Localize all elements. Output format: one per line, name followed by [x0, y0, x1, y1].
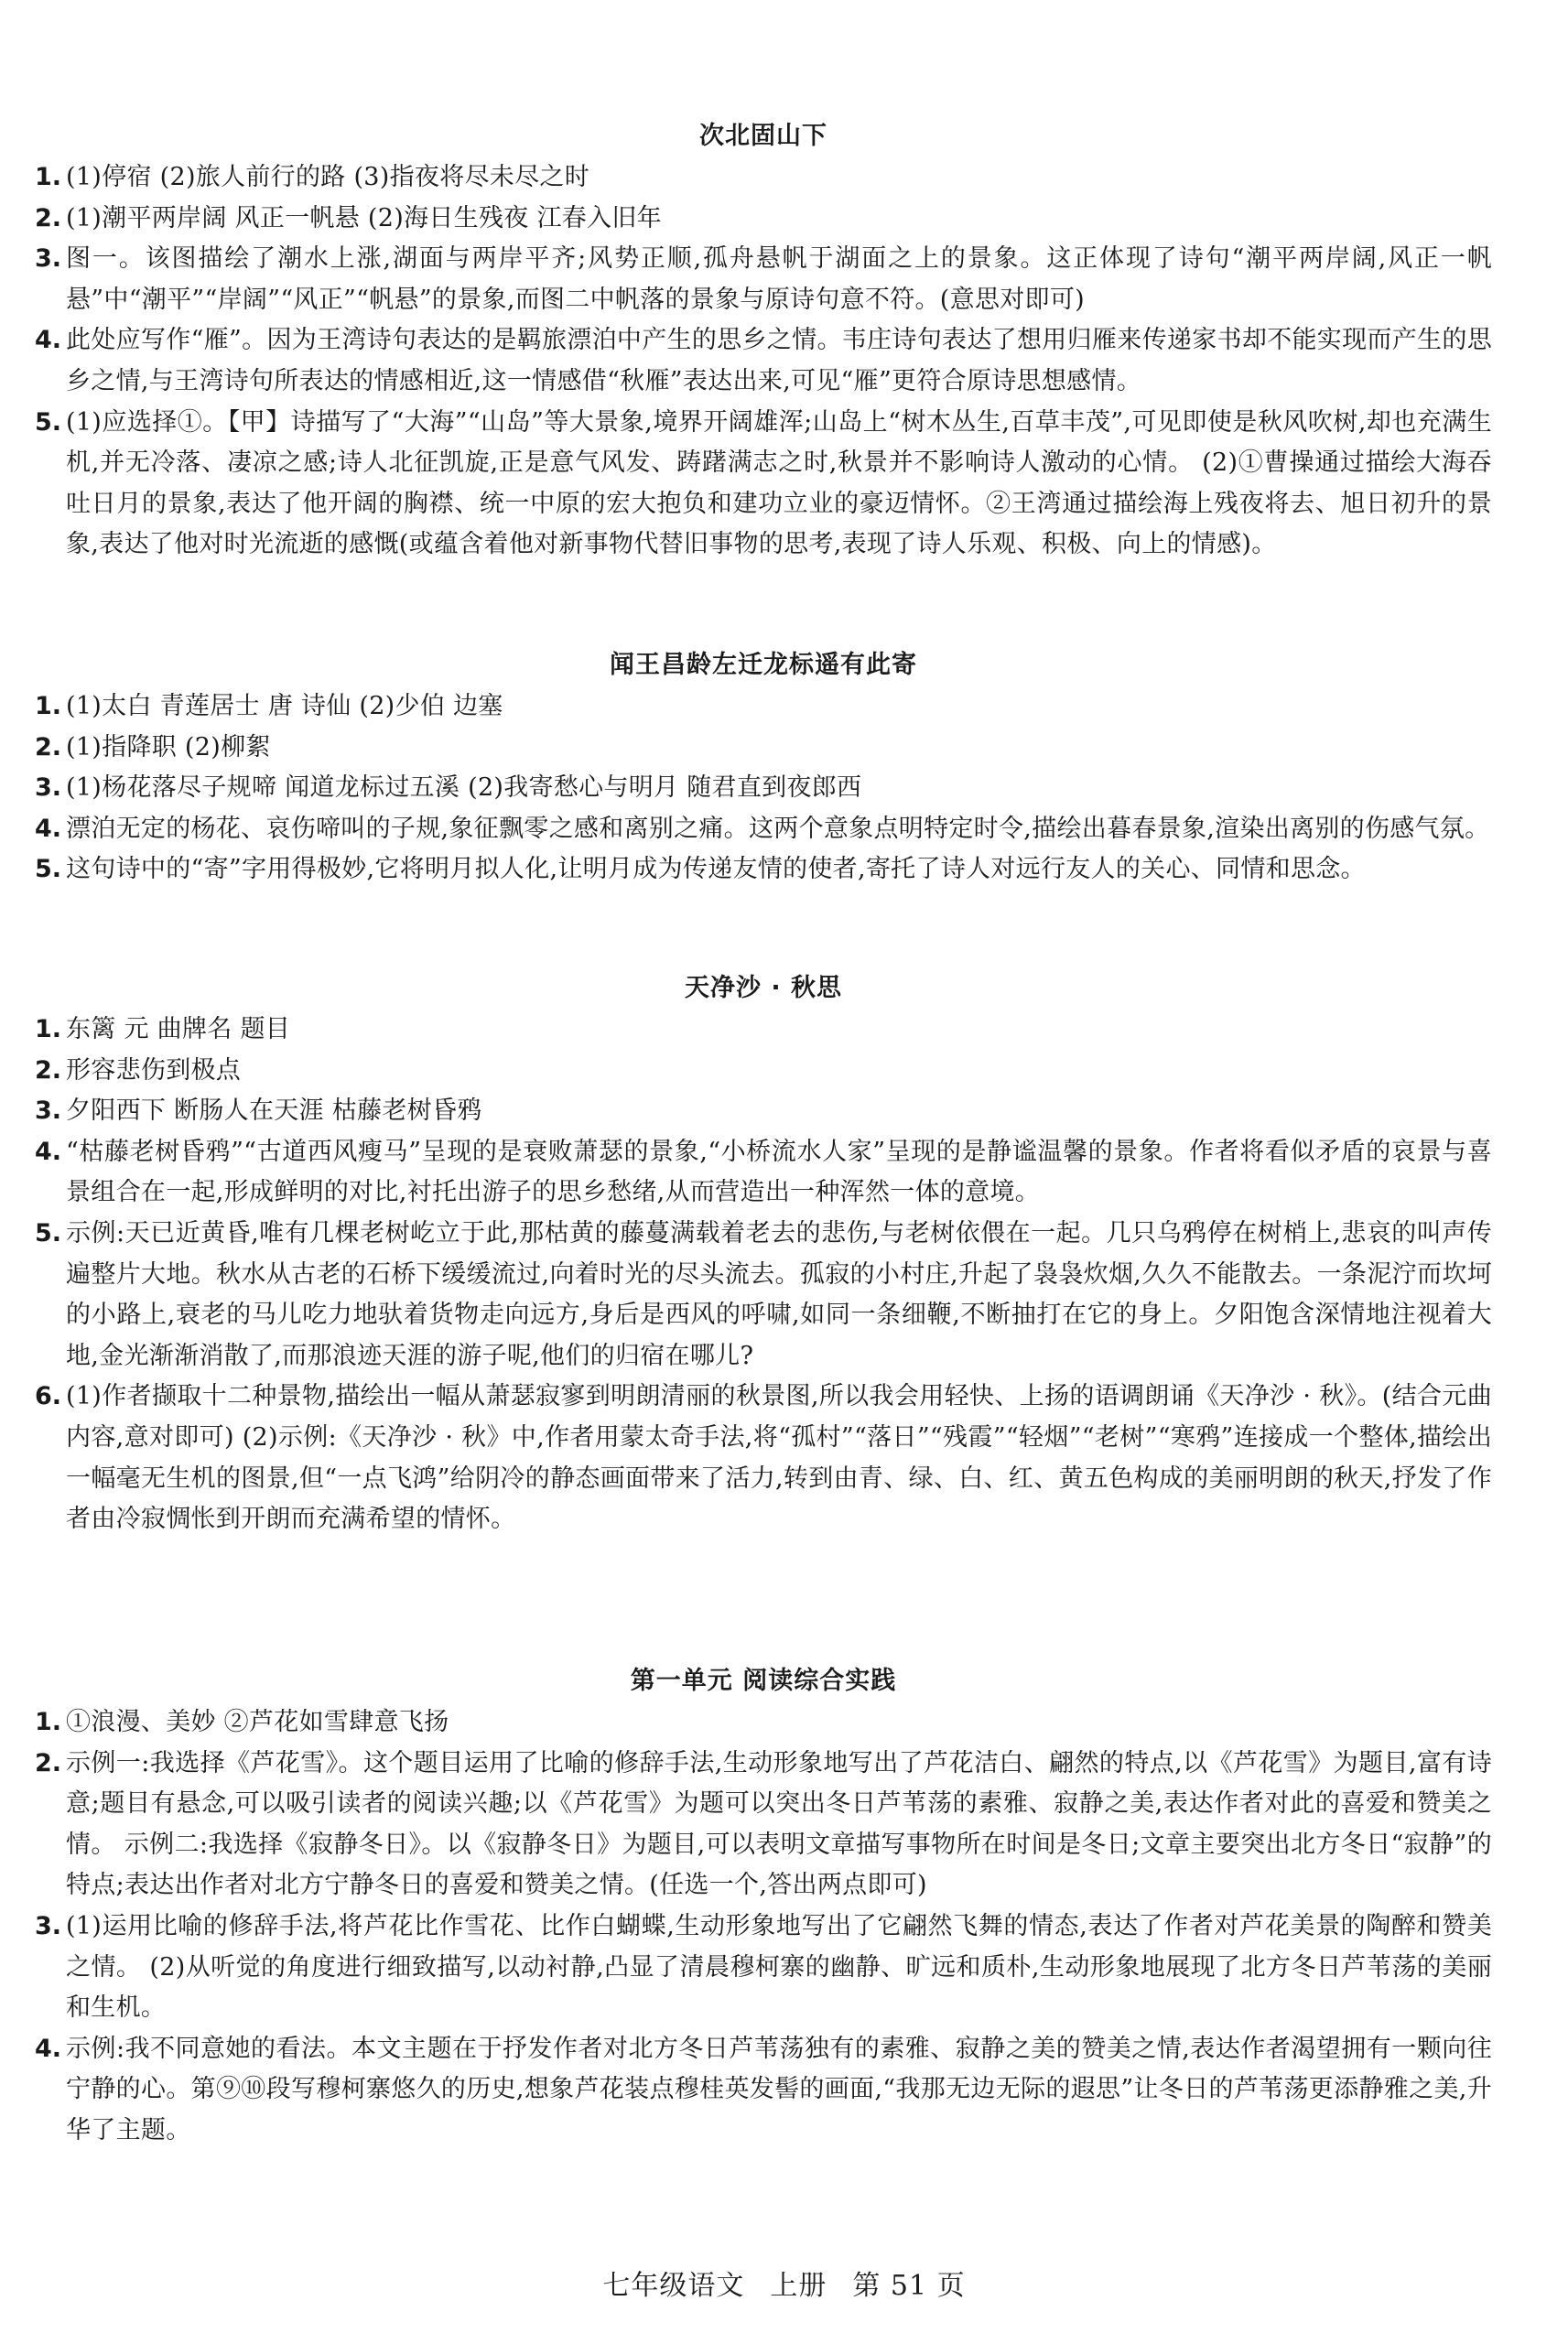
- item-text: (1)应选择①。【甲】诗描写了“大海”“山岛”等大景象,境界开阔雄浑;山岛上“树木丛生,百草丰茂”,可见即使是秋风吹树,却也充满生机,并无冷落、凄凉之感;诗人北征凯旋,正是意气风发、踌躇满志之时,秋景并不影响诗人激动的心情。 (2)①曹操通过描绘大海吞吐日月的景象,表达了他开阔的胸襟、统一中原的宏大抱负和建功立业的豪迈情怀。②王湾通过描绘海上残夜将去、旭日初升的景象,表达了他对时光流逝的感慨(或蕴含着他对新事物代替旧事物的思考,表现了诗人乐观、积极、向上的情感)。: [66, 407, 1492, 559]
- item-number: 1.: [35, 1015, 62, 1043]
- answer-item: [35, 686, 1492, 728]
- item-text: 图一。该图描绘了潮水上涨,湖面与两岸平齐;风势正顺,孤舟悬帆于湖面之上的景象。这正体现了诗句“潮平两岸阔,风正一帆悬”中“潮平”“岸阔”“风正”“帆悬”的景象,而图二中帆落的景象与原诗句意不符。(意思对即可): [66, 244, 1492, 314]
- answer-item: [35, 1214, 1492, 1377]
- section-3: [35, 967, 1492, 1540]
- item-number: 2.: [35, 732, 62, 762]
- section-4: [35, 1660, 1492, 2152]
- item-number: 3.: [35, 1911, 62, 1940]
- answer-item: [35, 1091, 1492, 1132]
- item-number: 1.: [35, 1708, 62, 1736]
- section-title: 第一单元 阅读综合实践: [630, 1667, 897, 1695]
- item-number: 5.: [35, 407, 62, 437]
- section-title: 闻王昌龄左迁龙标遥有此寄: [610, 651, 917, 679]
- item-number: 1.: [35, 163, 62, 191]
- item-text: “枯藤老树昏鸦”“古道西风瘦马”呈现的是衰败萧瑟的景象,“小桥流水人家”呈现的是静谧温馨的景象。作者将看似矛盾的哀景与喜景组合在一起,形成鲜明的对比,衬托出游子的思乡愁绪,从而营造出一种浑然一体的意境。: [66, 1137, 1492, 1207]
- footer-page-number: 第 51 页: [852, 2270, 966, 2302]
- answer-item: [35, 768, 1492, 809]
- answer-item: [35, 2029, 1492, 2152]
- item-number: 4.: [35, 2034, 62, 2063]
- item-number: 2.: [35, 1748, 62, 1777]
- item-text: (1)停宿 (2)旅人前行的路 (3)指夜将尽未尽之时: [66, 163, 590, 191]
- item-number: 4.: [35, 1137, 62, 1166]
- item-text: (1)作者撷取十二种景物,描绘出一幅从萧瑟寂寥到明朗清丽的秋景图,所以我会用轻快、上扬的语调朗诵《天净沙 · 秋》。(结合元曲内容,意对即可) (2)示例:《天净沙 · 秋》中,作者用蒙太奇手法,将“孤村”“落日”“残霞”“轻烟”“老树”“寒鸦”连接成一个整体,描绘出一幅毫无生机的图景,但“一点飞鸿”给阴冷的静态画面带来了活力,转到由青、绿、白、红、黄五色构成的美丽明朗的秋天,抒发了作者由冷寂惆怅到开朗而充满希望的情怀。: [66, 1382, 1492, 1534]
- answer-item: [35, 1907, 1492, 2029]
- item-text: 这句诗中的“寄”字用得极妙,它将明月拟人化,让明月成为传递友情的使者,寄托了诗人对远行友人的关心、同情和思念。: [66, 855, 1366, 884]
- answer-item: [35, 728, 1492, 769]
- item-number: 4.: [35, 814, 62, 843]
- item-text: 示例:天已近黄昏,唯有几棵老树屹立于此,那枯黄的藤蔓满载着老去的悲伤,与老树依偎在一起。几只乌鸦停在树梢上,悲哀的叫声传遍整片大地。秋水从古老的石桥下缓缓流过,向着时光的尽头流去。孤寂的小村庄,升起了袅袅炊烟,久久不能散去。一条泥泞而坎坷的小路上,衰老的马儿吃力地驮着货物走向远方,身后是西风的呼啸,如同一条细鞭,不断抽打在它的身上。夕阳饱含深情地注视着大地,金光渐渐消散了,而那浪迹天涯的游子呢,他们的归宿在哪儿?: [66, 1218, 1492, 1370]
- answer-item: [35, 1702, 1492, 1744]
- item-number: 3.: [35, 773, 62, 803]
- item-text: 形容悲伤到极点: [66, 1055, 242, 1085]
- answer-item: [35, 1377, 1492, 1539]
- footer-volume: 上册: [770, 2270, 827, 2302]
- item-text: 夕阳西下 断肠人在天涯 枯藤老树昏鸦: [66, 1096, 482, 1126]
- item-number: 3.: [35, 244, 62, 274]
- item-text: (1)运用比喻的修辞手法,将芦花比作雪花、比作白蝴蝶,生动形象地写出了它翩然飞舞的情态,表达了作者对芦花美景的陶醉和赞美之情。 (2)从听觉的角度进行细致描写,以动衬静,凸显了清晨穆柯寨的幽静、旷远和质朴,生动形象地展现了北方冬日芦苇荡的美丽和生机。: [66, 1911, 1492, 2023]
- item-number: 5.: [35, 1218, 62, 1248]
- page-footer: [0, 2266, 1568, 2306]
- item-number: 4.: [35, 326, 62, 355]
- answer-item: [35, 239, 1492, 320]
- footer-grade: 七年级语文: [602, 2270, 745, 2302]
- item-number: 2.: [35, 203, 62, 232]
- item-text: ①浪漫、美妙 ②芦花如雪肆意飞扬: [66, 1708, 449, 1736]
- item-text: (1)太白 青莲居士 唐 诗仙 (2)少伯 边塞: [66, 692, 503, 720]
- item-number: 5.: [35, 855, 62, 884]
- section-title: 天净沙 · 秋思: [684, 974, 843, 1002]
- answer-item: [35, 157, 1492, 199]
- item-number: 3.: [35, 1096, 62, 1126]
- answer-item: [35, 1744, 1492, 1907]
- answer-item: [35, 199, 1492, 240]
- item-text: 东篱 元 曲牌名 题目: [66, 1015, 291, 1043]
- item-text: 漂泊无定的杨花、哀伤啼叫的子规,象征飘零之感和离别之痛。这两个意象点明特定时令,描绘出暮春景象,渲染出离别的伤感气氛。: [66, 814, 1490, 843]
- answer-item: [35, 809, 1492, 850]
- item-number: 6.: [35, 1382, 62, 1411]
- answer-item: [35, 1051, 1492, 1092]
- section-2: [35, 644, 1492, 891]
- item-text: 示例:我不同意她的看法。本文主题在于抒发作者对北方冬日芦苇荡独有的素雅、寂静之美的赞美之情,表达作者渴望拥有一颗向往宁静的心。第⑨⑩段写穆柯寨悠久的历史,想象芦花装点穆桂英发髻的画面,“我那无边无际的遐思”让冬日的芦苇荡更添静雅之美,升华了主题。: [66, 2034, 1492, 2144]
- answer-item: [35, 1010, 1492, 1051]
- section-1: [35, 115, 1492, 566]
- section-title: 次北固山下: [699, 122, 827, 150]
- item-text: (1)杨花落尽子规啼 闻道龙标过五溪 (2)我寄愁心与明月 随君直到夜郎西: [66, 773, 862, 803]
- item-text: (1)潮平两岸阔 风正一帆悬 (2)海日生残夜 江春入旧年: [66, 203, 662, 232]
- answer-item: [35, 849, 1492, 891]
- item-number: 2.: [35, 1055, 62, 1085]
- answer-item: [35, 320, 1492, 402]
- item-text: 示例一:我选择《芦花雪》。这个题目运用了比喻的修辞手法,生动形象地写出了芦花洁白、翩然的特点,以《芦花雪》为题目,富有诗意;题目有悬念,可以吸引读者的阅读兴趣;以《芦花雪》为题可以突出冬日芦苇荡的素雅、寂静之美,表达作者对此的喜爱和赞美之情。 示例二:我选择《寂静冬日》。以《寂静冬日》为题目,可以表明文章描写事物所在时间是冬日;文章主要突出北方冬日“寂静”的特点;表达出作者对北方宁静冬日的喜爱和赞美之情。(任选一个,答出两点即可): [66, 1748, 1492, 1900]
- answer-item: [35, 1132, 1492, 1214]
- item-number: 1.: [35, 692, 62, 720]
- answer-item: [35, 403, 1492, 566]
- item-text: 此处应写作“雁”。因为王湾诗句表达的是羁旅漂泊中产生的思乡之情。韦庄诗句表达了想用归雁来传递家书却不能实现而产生的思乡之情,与王湾诗句所表达的情感相近,这一情感借“秋雁”表达出来,可见“雁”更符合原诗思想感情。: [66, 326, 1492, 395]
- item-text: (1)指降职 (2)柳絮: [66, 732, 271, 762]
